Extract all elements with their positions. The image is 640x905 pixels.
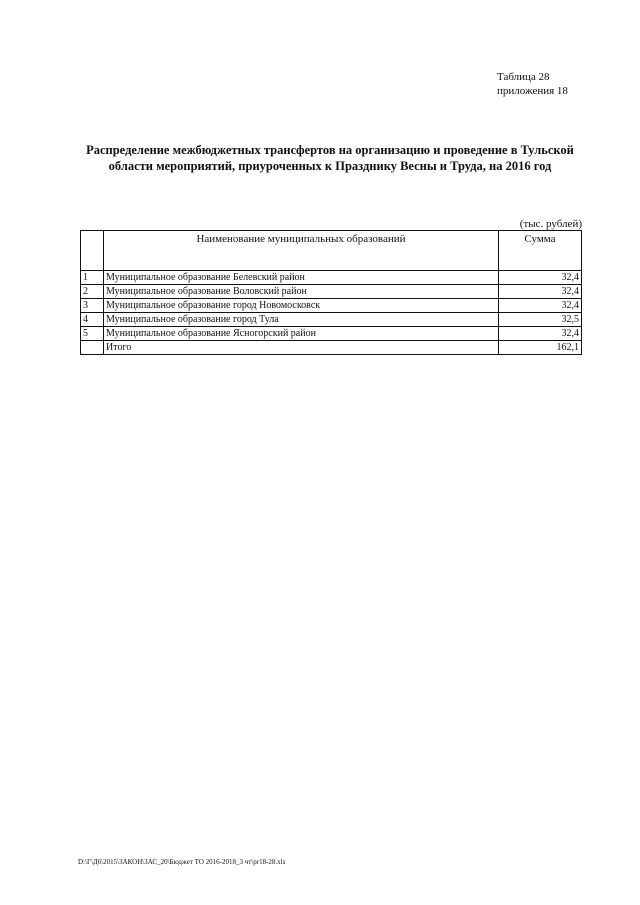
- table-row: [81, 327, 582, 341]
- row-number: 4: [81, 313, 104, 327]
- row-number: 5: [81, 327, 104, 341]
- column-header-name: Наименование муниципальных образований: [104, 231, 499, 271]
- table-number: Таблица 28: [497, 71, 550, 83]
- table-row: [81, 285, 582, 299]
- row-municipality: Муниципальное образование город Новомосковск: [104, 299, 499, 313]
- row-municipality: Муниципальное образование город Тула: [104, 313, 499, 327]
- row-sum: 32,4: [499, 285, 582, 299]
- row-sum: 32,4: [499, 327, 582, 341]
- table-row: [81, 271, 582, 285]
- total-row: [81, 341, 582, 355]
- document-title: [60, 142, 600, 174]
- total-number: [81, 341, 104, 355]
- row-municipality: Муниципальное образование Воловский район: [104, 285, 499, 299]
- row-municipality: Муниципальное образование Белевский район: [104, 271, 499, 285]
- units-note: (тыс. рублей): [519, 218, 582, 230]
- row-number: 3: [81, 299, 104, 313]
- appendix-number: приложения 18: [497, 85, 568, 97]
- total-label: Итого: [104, 341, 499, 355]
- file-path-footer: D:\Г\Д6\2015\ЗАКОН\ЗАС_20\Бюджет ТО 2016-2018_3 чт\pr18-28.xls: [78, 858, 286, 866]
- transfers-table: [80, 230, 582, 355]
- document-title-line-1: Распределение межбюджетных трансфертов на организацию и проведение в Тульской: [86, 143, 574, 157]
- row-sum: 32,4: [499, 271, 582, 285]
- table-row: [81, 299, 582, 313]
- total-sum: 162,1: [499, 341, 582, 355]
- table-body: [81, 271, 582, 355]
- table-row: [81, 313, 582, 327]
- row-number: 1: [81, 271, 104, 285]
- table-header-row: [81, 231, 582, 271]
- table-header: [81, 231, 582, 271]
- row-sum: 32,4: [499, 299, 582, 313]
- row-municipality: Муниципальное образование Ясногорский район: [104, 327, 499, 341]
- document-title-line-2: области мероприятий, приуроченных к Празднику Весны и Труда, на 2016 год: [108, 159, 552, 173]
- row-sum: 32,5: [499, 313, 582, 327]
- column-header-sum: Сумма: [499, 231, 582, 271]
- row-number: 2: [81, 285, 104, 299]
- table-reference: [497, 70, 568, 98]
- column-header-number: [81, 231, 104, 271]
